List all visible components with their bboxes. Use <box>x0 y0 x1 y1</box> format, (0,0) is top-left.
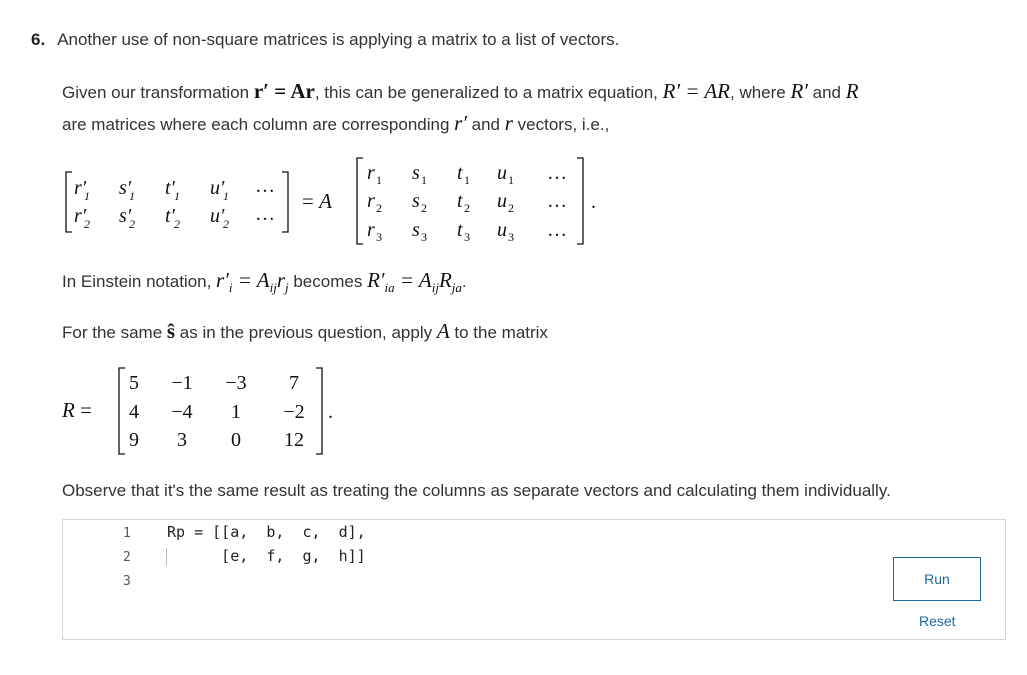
para1-text-5: are matrices where each column are corresponding <box>62 115 455 134</box>
matrix-R-cell: 4 <box>129 401 139 423</box>
para3-text-1: For the same <box>62 323 167 342</box>
svg-text:…: … <box>547 162 567 184</box>
eq-s-hat: ŝ <box>166 319 176 343</box>
rhs-entries <box>367 162 567 244</box>
svg-text:1: 1 <box>223 189 229 203</box>
svg-text:s: s <box>412 219 420 241</box>
para2-text-1: In Einstein notation, <box>62 272 217 291</box>
equals-A: = A <box>302 189 332 213</box>
svg-text:2: 2 <box>84 217 90 231</box>
equation1-trailing-period: . <box>591 191 596 213</box>
matrix-R-right-bracket <box>316 368 322 454</box>
lhs-s2: s′ <box>119 205 132 227</box>
svg-text:t: t <box>457 162 463 184</box>
svg-text:1: 1 <box>174 189 180 203</box>
eq-r-prime: R′ <box>790 79 808 103</box>
eq-einstein-vector: $r'_i = A_{ij}r_j$ <box>216 268 289 296</box>
para1-text-7: vectors, i.e., <box>512 115 610 134</box>
para2-text-2: becomes <box>288 272 368 291</box>
question-header <box>31 30 619 50</box>
run-button[interactable]: Run <box>893 557 981 601</box>
svg-text:1: 1 <box>421 173 427 187</box>
lhs-u2: u′ <box>210 205 225 227</box>
code-line[interactable]: Rp = [[a, b, c, d], <box>167 523 366 541</box>
svg-text:…: … <box>547 219 567 241</box>
svg-text:r: r <box>367 162 375 184</box>
eq-r: R <box>845 79 859 103</box>
lhs-dots1: … <box>255 175 275 197</box>
svg-text:3: 3 <box>464 230 470 244</box>
svg-text:2: 2 <box>376 201 382 215</box>
svg-text:2: 2 <box>223 217 229 231</box>
svg-text:2: 2 <box>421 201 427 215</box>
svg-text:t: t <box>457 190 463 212</box>
eq-transformation: r′ = Ar <box>253 79 315 103</box>
para1-text-3: , where <box>730 83 791 102</box>
rhs-right-bracket <box>577 158 583 244</box>
lhs-t2: t′ <box>165 205 175 227</box>
matrix-R-cell: 9 <box>129 429 139 451</box>
paragraph-generalization <box>62 76 992 140</box>
lhs-dots2: … <box>255 203 275 225</box>
code-editor[interactable] <box>62 519 1006 640</box>
line-number: 1 <box>123 526 131 541</box>
svg-text:1: 1 <box>508 173 514 187</box>
svg-text:3: 3 <box>508 230 514 244</box>
lhs-entries <box>74 175 275 231</box>
svg-text:t: t <box>457 219 463 241</box>
lhs-r2: r′ <box>74 205 87 227</box>
eq-einstein-matrix: $R'_{ia} = A_{ij}R_{ja}$ <box>367 268 462 296</box>
matrix-R <box>62 362 342 462</box>
question-number: 6. <box>31 30 46 49</box>
matrix-R-cell: 5 <box>129 372 139 394</box>
matrix-R-cell: −4 <box>171 401 193 423</box>
lhs-r1: r′ <box>74 177 87 199</box>
eq-r-vec: r <box>504 111 513 135</box>
svg-text:1: 1 <box>129 189 135 203</box>
para1-text-6: and <box>466 115 505 134</box>
para2-text-3: . <box>461 272 467 291</box>
lhs-left-bracket <box>66 172 72 232</box>
svg-text:3: 3 <box>421 230 427 244</box>
svg-text:2: 2 <box>174 217 180 231</box>
rhs-left-bracket <box>357 158 363 244</box>
paragraph-apply <box>62 316 992 348</box>
matrix-R-cell: −1 <box>171 372 193 394</box>
block-matrix-equation <box>62 152 622 252</box>
matrix-R-cell: 3 <box>177 429 187 451</box>
matrix-R-left-bracket <box>119 368 125 454</box>
svg-text:r: r <box>367 219 375 241</box>
lhs-s1: s′ <box>119 177 132 199</box>
matrix-R-cell: 1 <box>231 401 241 423</box>
para1-text-2: , this can be generalized to a matrix equation, <box>314 83 663 102</box>
svg-text:r: r <box>367 190 375 212</box>
svg-text:1: 1 <box>84 189 90 203</box>
svg-text:u: u <box>497 162 507 184</box>
code-line[interactable]: [e, f, g, h]] <box>167 547 366 565</box>
reset-link[interactable]: Reset <box>919 613 956 629</box>
eq-matrix-equation: R′ = AR <box>662 79 730 103</box>
lhs-right-bracket <box>282 172 288 232</box>
matrix-R-cell: 0 <box>231 429 241 451</box>
eq-r-prime-vec: r′ <box>454 111 467 135</box>
matrix-R-cell: 12 <box>284 429 304 451</box>
paragraph-observe <box>62 475 992 506</box>
svg-text:2: 2 <box>464 201 470 215</box>
svg-text:1: 1 <box>376 173 382 187</box>
lhs-t1: t′ <box>165 177 175 199</box>
paragraph-einstein <box>62 265 992 303</box>
svg-text:u: u <box>497 219 507 241</box>
svg-text:…: … <box>547 190 567 212</box>
svg-text:s: s <box>412 190 420 212</box>
matrix-R-cell: −2 <box>283 401 305 423</box>
para4-text: Observe that it's the same result as treating the columns as separate vectors and calculating them individually. <box>62 481 891 500</box>
para3-text-3: to the matrix <box>449 323 548 342</box>
question-intro: Another use of non-square matrices is applying a matrix to a list of vectors. <box>57 30 620 49</box>
svg-text:1: 1 <box>464 173 470 187</box>
line-number-gutter <box>63 520 163 639</box>
para3-text-2: as in the previous question, apply <box>175 323 437 342</box>
svg-text:u: u <box>497 190 507 212</box>
svg-text:2: 2 <box>129 217 135 231</box>
para1-text-1: Given our transformation <box>62 83 254 102</box>
line-number: 3 <box>123 574 131 589</box>
lhs-u1: u′ <box>210 177 225 199</box>
eq-A: A <box>436 319 450 343</box>
line-number: 2 <box>123 550 131 565</box>
matrix-R-trailing-period: . <box>328 401 333 423</box>
svg-text:s: s <box>412 162 420 184</box>
matrix-R-cell: 7 <box>289 372 299 394</box>
para1-text-4: and <box>807 83 846 102</box>
matrix-R-cell: −3 <box>225 372 247 394</box>
svg-text:2: 2 <box>508 201 514 215</box>
matrix-R-label: R = <box>62 398 92 422</box>
svg-text:3: 3 <box>376 230 382 244</box>
